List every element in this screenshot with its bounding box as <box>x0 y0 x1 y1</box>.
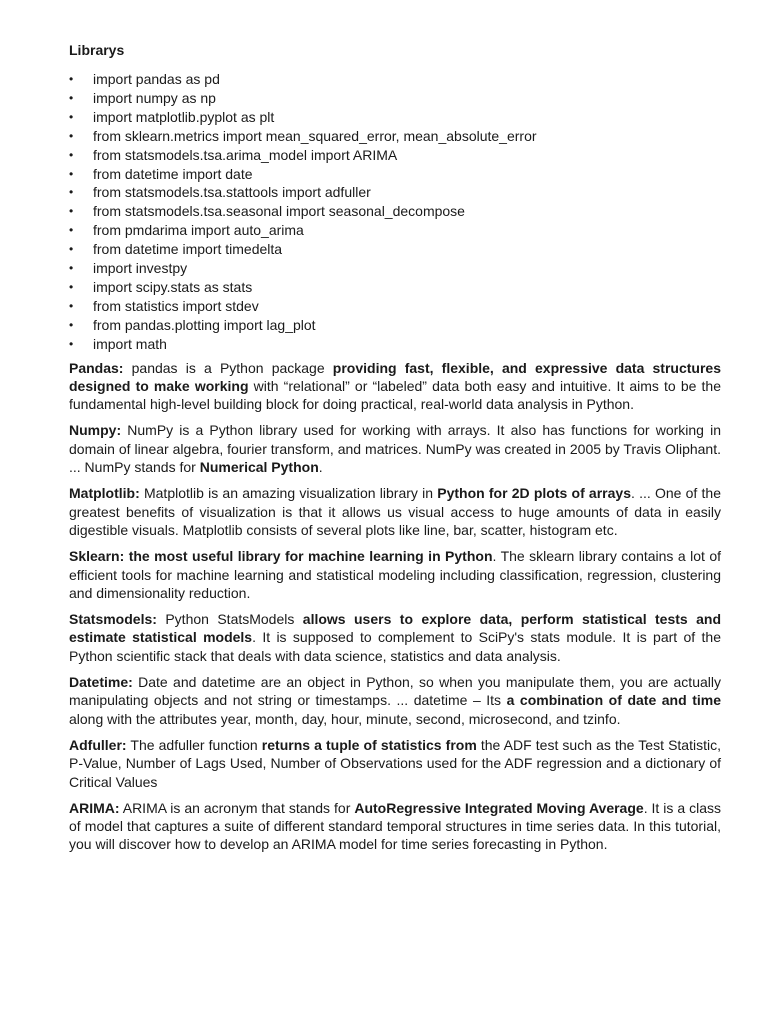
term-label: Sklearn: <box>69 548 125 565</box>
import-line: import matplotlib.pyplot as plt <box>93 108 275 125</box>
import-line: from statsmodels.tsa.arima_model import ARIMA <box>93 146 398 163</box>
bullet-icon: • <box>69 90 74 105</box>
body-text: pandas is a Python package <box>123 359 333 376</box>
import-line: from datetime import timedelta <box>93 241 283 258</box>
body-text: along with the attributes year, month, day, hour, minute, second, microsecond, and tzinfo. <box>69 710 621 727</box>
emphasis-text: a combination of date and time <box>506 692 721 709</box>
list-item <box>69 240 721 259</box>
emphasis-text: providing fast, flexible, and expressive data structures designed to make working <box>69 359 721 394</box>
paragraph-pandas <box>69 359 721 414</box>
emphasis-text: returns a tuple of statistics from <box>261 736 477 753</box>
list-item <box>69 335 721 354</box>
list-item <box>69 278 721 297</box>
list-item <box>69 202 721 221</box>
body-text: . ... One of the greatest benefits of visualization is that it allows us visual access to huge amounts of data in easily digestible visuals. Matplotlib consists of several plots like line, bar, scatter, histogram etc. <box>69 485 721 538</box>
imports-list <box>69 70 721 354</box>
import-line: import pandas as pd <box>93 71 220 87</box>
emphasis-text: Python for 2D plots of arrays <box>437 485 631 502</box>
body-text: . The sklearn library contains a lot of efficient tools for machine learning and statistical modeling including classification, regression, clustering and dimensionality reduction. <box>69 548 721 601</box>
body-text: NumPy is a Python library used for working with arrays. It also has functions for working in domain of linear algebra, fourier transform, and matrices. NumPy was created in 2005 by Travis Oliphant. ... NumPy stands for <box>69 422 721 476</box>
body-text: . <box>318 459 323 476</box>
term-label: Pandas: <box>69 359 124 376</box>
section-heading: Librarys <box>69 42 125 58</box>
import-line: from statistics import stdev <box>93 297 259 314</box>
list-item <box>69 316 721 335</box>
bullet-icon: • <box>69 147 74 162</box>
import-line: import investpy <box>93 260 188 277</box>
list-item <box>69 259 721 278</box>
import-line: from pandas.plotting import lag_plot <box>93 316 316 333</box>
bullet-icon: • <box>69 128 74 143</box>
body-text: Python StatsModels <box>156 611 303 628</box>
body-text: with “relational” or “labeled” data both easy and intuitive. It aims to be the fundamental high-level building block for doing practical, real-world data analysis in Python. <box>69 377 721 413</box>
term-label: Statsmodels: <box>69 611 157 628</box>
paragraph-statsmodels <box>69 610 721 665</box>
list-item <box>69 183 721 202</box>
import-line: from pmdarima import auto_arima <box>93 222 304 239</box>
term-label: ARIMA: <box>69 799 120 816</box>
term-label: Adfuller: <box>69 736 127 753</box>
import-line: from sklearn.metrics import mean_squared_error, mean_absolute_error <box>93 127 537 144</box>
list-item <box>69 127 721 146</box>
bullet-icon: • <box>69 298 74 313</box>
import-line: import math <box>93 335 167 352</box>
bullet-icon: • <box>69 261 74 276</box>
paragraph-matplotlib <box>69 484 721 539</box>
import-line: from statsmodels.tsa.seasonal import seasonal_decompose <box>93 203 465 220</box>
body-text: The adfuller function <box>126 736 262 753</box>
paragraph-adfuller <box>69 736 721 791</box>
bullet-icon: • <box>69 336 74 351</box>
emphasis-text: the most useful library for machine learning in Python <box>128 548 493 565</box>
list-item <box>69 165 721 184</box>
emphasis-text: Numerical Python <box>199 459 319 476</box>
bullet-icon: • <box>69 204 74 219</box>
list-item <box>69 221 721 240</box>
bullet-icon: • <box>69 223 74 238</box>
import-line: from datetime import date <box>93 165 253 182</box>
import-line: import numpy as np <box>93 89 216 106</box>
bullet-icon: • <box>69 317 74 332</box>
list-item <box>69 297 721 316</box>
list-item <box>69 108 721 127</box>
document-page <box>69 40 721 862</box>
body-text: Matplotlib is an amazing visualization library in <box>139 485 438 502</box>
body-text: . It is supposed to complement to SciPy's stats module. It is part of the Python scientific stack that deals with data science, statistics and data analysis. <box>69 629 721 664</box>
list-item <box>69 70 721 89</box>
import-line: import scipy.stats as stats <box>93 278 253 295</box>
bullet-icon: • <box>69 109 74 124</box>
bullet-icon: • <box>69 72 74 86</box>
paragraph-numpy <box>69 421 721 476</box>
list-item <box>69 146 721 165</box>
paragraph-sklearn <box>69 547 721 602</box>
bullet-icon: • <box>69 166 74 181</box>
bullet-icon: • <box>69 279 74 294</box>
bullet-icon: • <box>69 242 74 257</box>
import-line: from statsmodels.tsa.stattools import adfuller <box>93 184 371 201</box>
body-text: . It is a class of model that captures a suite of different standard temporal structures in time series data. In this tutorial, you will discover how to develop an ARIMA model for time series forecasting in Python. <box>69 799 721 853</box>
emphasis-text: allows users to explore data, perform statistical tests and estimate statistical models <box>69 611 722 646</box>
paragraph-datetime <box>69 673 721 728</box>
paragraph-arima <box>69 799 721 854</box>
term-label: Datetime: <box>69 674 133 691</box>
bullet-icon: • <box>69 185 74 200</box>
list-item <box>69 89 721 108</box>
body-text: Date and datetime are an object in Python, so when you manipulate them, you are actually manipulating objects and not string or timestamps. ... datetime – Its <box>69 674 721 709</box>
term-label: Matplotlib: <box>69 485 140 502</box>
body-text: ARIMA is an acronym that stands for <box>119 799 355 816</box>
body-text: the ADF test such as the Test Statistic, P-Value, Number of Lags Used, Number of Observations used for the ADF regression and a dictionary of Critical Values <box>69 736 721 790</box>
term-label: Numpy: <box>69 422 122 439</box>
emphasis-text: AutoRegressive Integrated Moving Average <box>354 799 644 816</box>
